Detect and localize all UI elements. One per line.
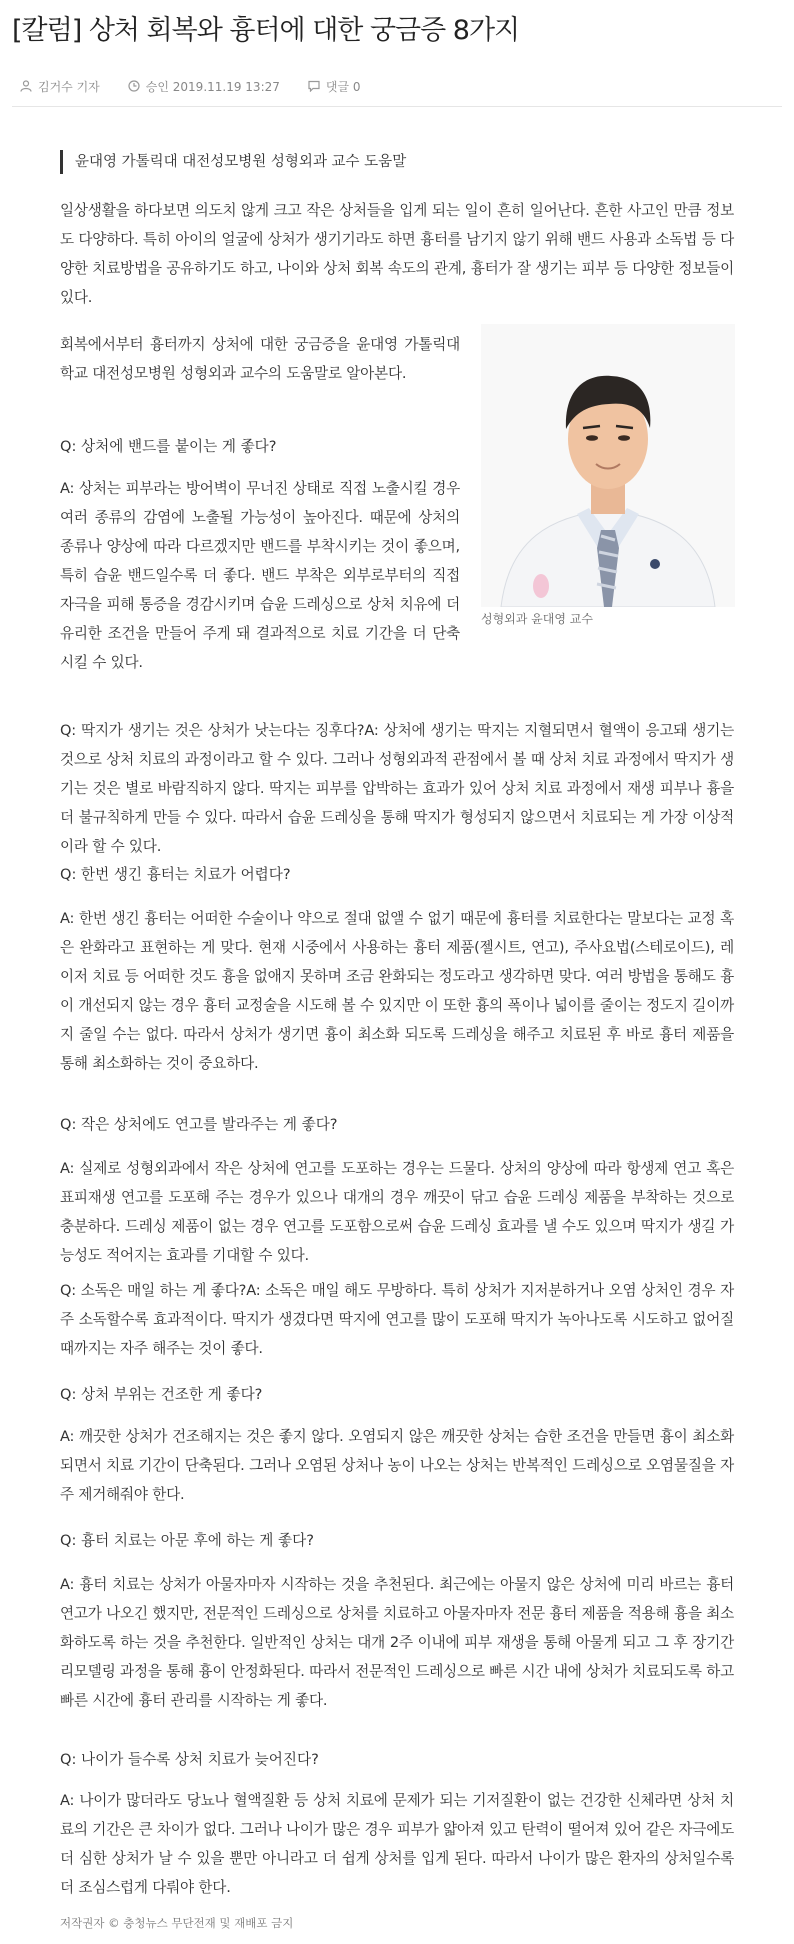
doctor-credit: 윤대영 가톨릭대 대전성모병원 성형외과 교수 도움말 [60, 150, 406, 174]
approved-time: 승인 2019.11.19 13:27 [145, 79, 280, 94]
question-3: Q: 한번 생긴 흉터는 치료가 어렵다? [60, 866, 291, 883]
header-divider [12, 106, 782, 107]
article-title: [칼럼] 상처 회복와 흉터에 대한 궁금증 8가지 [12, 15, 520, 46]
author-info [20, 78, 100, 95]
question-6: Q: 상처 부위는 건조한 게 좋다? [60, 1386, 263, 1403]
photo-caption: 성형외과 윤대영 교수 [481, 612, 593, 626]
copyright-notice: 저작권자 © 충청뉴스 무단전재 및 재배포 금지 [60, 1916, 294, 1930]
question-8: Q: 나이가 들수록 상처 치료가 늦어진다? [60, 1751, 319, 1768]
approved-info [128, 78, 280, 95]
answer-1: A: 상처는 피부라는 방어벽이 무너진 상태로 직접 노출시킬 경우 여러 종류의 감염에 노출될 가능성이 높아진다. 때문에 상처의 종류나 양상에 따라 다르겠지만 밴드를 부착시키는 것이 좋으며, 특히 습윤 밴드일수록 더 좋다. 밴드 부착은 외부로부터의 직접 자극을 피해 통증을 경감시키며 습윤 드레싱으로 상처 치유에 더 유리한 조건을 만들어 주게 돼 결과적으로 치료 기간을 더 단축시킬 수 있다. [60, 480, 460, 671]
comment-icon [308, 80, 320, 92]
doctor-photo [481, 324, 735, 607]
answer-3: A: 한번 생긴 흉터는 어떠한 수술이나 약으로 절대 없앨 수 없기 때문에 흉터를 치료한다는 말보다는 교정 혹은 완화라고 표현하는 게 맞다. 현재 시중에서 사용하는 흉터 제품(젤시트, 연고), 주사요법(스테로이드), 레이저 치료 등 어떠한 것도 흉을 없애지 못하며 조금 완화되는 정도라고 생각하면 맞다. 여러 방법을 통해도 흉이 개선되지 않는 경우 흉터 교정술을 시도해 볼 수 있지만 이 또한 흉의 폭이나 넓이를 줄이는 정도지 길이까지 줄일 수는 없다. 따라서 상처가 생기면 흉이 최소화 되도록 드레싱을 해주고 치료된 후 바로 흉터 제품을 통해 최소화하는 것이 중요하다. [60, 910, 734, 1072]
question-1: Q: 상처에 밴드를 붙이는 게 좋다? [60, 438, 277, 455]
article-meta [20, 76, 389, 96]
intro-paragraph: 일상생활을 하다보면 의도치 않게 크고 작은 상처들을 입게 되는 일이 흔히 일어난다. 흔한 사고인 만큼 정보도 다양하다. 특히 아이의 얼굴에 상처가 생기기라도 하면 흉터를 남기지 않기 위해 밴드 사용과 소독법 등 다양한 치료방법을 공유하기도 하고, 나이와 상처 회복 속도의 관계, 흉터가 잘 생기는 피부 등 다양한 정보들이 있다. [60, 202, 734, 306]
qa-2: Q: 딱지가 생기는 것은 상처가 낫는다는 징후다?A: 상처에 생기는 딱지는 지혈되면서 혈액이 응고돼 생기는 것으로 상처 치료의 과정이라고 할 수 있다. 그러나 성형외과적 관점에서 볼 때 상처 치료 과정에서 딱지가 생기는 것은 별로 바람직하지 않다. 딱지는 피부를 압박하는 효과가 있어 상처 치료 과정에서 재생 피부나 흉을 더 불규칙하게 만들 수 있다. 따라서 습윤 드레싱을 통해 딱지가 형성되지 않으면서 치료되는 게 가장 이상적이라 할 수 있다. [60, 722, 734, 855]
answer-6: A: 깨끗한 상처가 건조해지는 것은 좋지 않다. 오염되지 않은 깨끗한 상처는 습한 조건을 만들면 흉이 최소화되면서 치료 기간이 단축된다. 그러나 오염된 상처나 농이 나오는 상처는 반복적인 드레싱으로 오염물질을 자주 제거해줘야 한다. [60, 1428, 734, 1503]
answer-7: A: 흉터 치료는 상처가 아물자마자 시작하는 것을 추천된다. 최근에는 아물지 않은 상처에 미리 바르는 흉터 연고가 나오긴 했지만, 전문적인 드레싱으로 상처를 치료하고 아물자마자 전문 흉터 제품을 적용해 흉을 최소화하도록 하는 것을 추천한다. 일반적인 상처는 대개 2주 이내에 피부 재생을 통해 아물게 되고 그 후 장기간 리모델링 과정을 통해 흉이 안정화된다. 따라서 전문적인 드레싱으로 빠른 시간 내에 상처가 치료되도록 하고 빠른 시간에 흉터 관리를 시작하는 게 좋다. [60, 1576, 734, 1709]
answer-8: A: 나이가 많더라도 당뇨나 혈액질환 등 상처 치료에 문제가 되는 기저질환이 없는 건강한 신체라면 상처 치료의 기간은 큰 차이가 없다. 그러나 나이가 많은 경우 피부가 얇아져 있고 탄력이 떨어져 있어 같은 자극에도 더 심한 상처가 날 수 있을 뿐만 아니라고 더 쉽게 상처를 입게 된다. 따라서 나이가 많은 환자의 상처일수록 더 조심스럽게 다뤄야 한다. [60, 1792, 734, 1896]
question-7: Q: 흉터 치료는 아문 후에 하는 게 좋다? [60, 1532, 314, 1549]
qa-5: Q: 소독은 매일 하는 게 좋다?A: 소독은 매일 해도 무방하다. 특히 상처가 지저분하거나 오염 상처인 경우 자주 소독할수록 효과적이다. 딱지가 생겼다면 딱지에 연고를 많이 도포해 딱지가 녹아나도록 시도하고 없어질 때까지는 자주 해주는 것이 좋다. [60, 1282, 735, 1357]
question-4: Q: 작은 상처에도 연고를 발라주는 게 좋다? [60, 1116, 338, 1133]
person-icon [20, 80, 32, 92]
author-name: 김거수 기자 [38, 79, 100, 94]
answer-4: A: 실제로 성형외과에서 작은 상처에 연고를 도포하는 경우는 드물다. 상처의 양상에 따라 항생제 연고 혹은 표피재생 연고를 도포해 주는 경우가 있으나 대개의 경우 깨끗이 닦고 습윤 드레싱 제품을 부착하는 것으로 충분하다. 드레싱 제품이 없는 경우 연고를 도포함으로써 습윤 드레싱 효과를 낼 수도 있으며 딱지가 생길 가능성도 적어지는 효과를 기대할 수 있다. [60, 1160, 734, 1264]
comments-count[interactable]: 댓글 0 [325, 79, 361, 94]
intro-paragraph-2: 회복에서부터 흉터까지 상처에 대한 궁금증을 윤대영 가톨릭대학교 대전성모병원 성형외과 교수의 도움말로 알아본다. [60, 336, 460, 382]
comments-info[interactable] [308, 78, 361, 95]
clock-icon [128, 80, 140, 92]
